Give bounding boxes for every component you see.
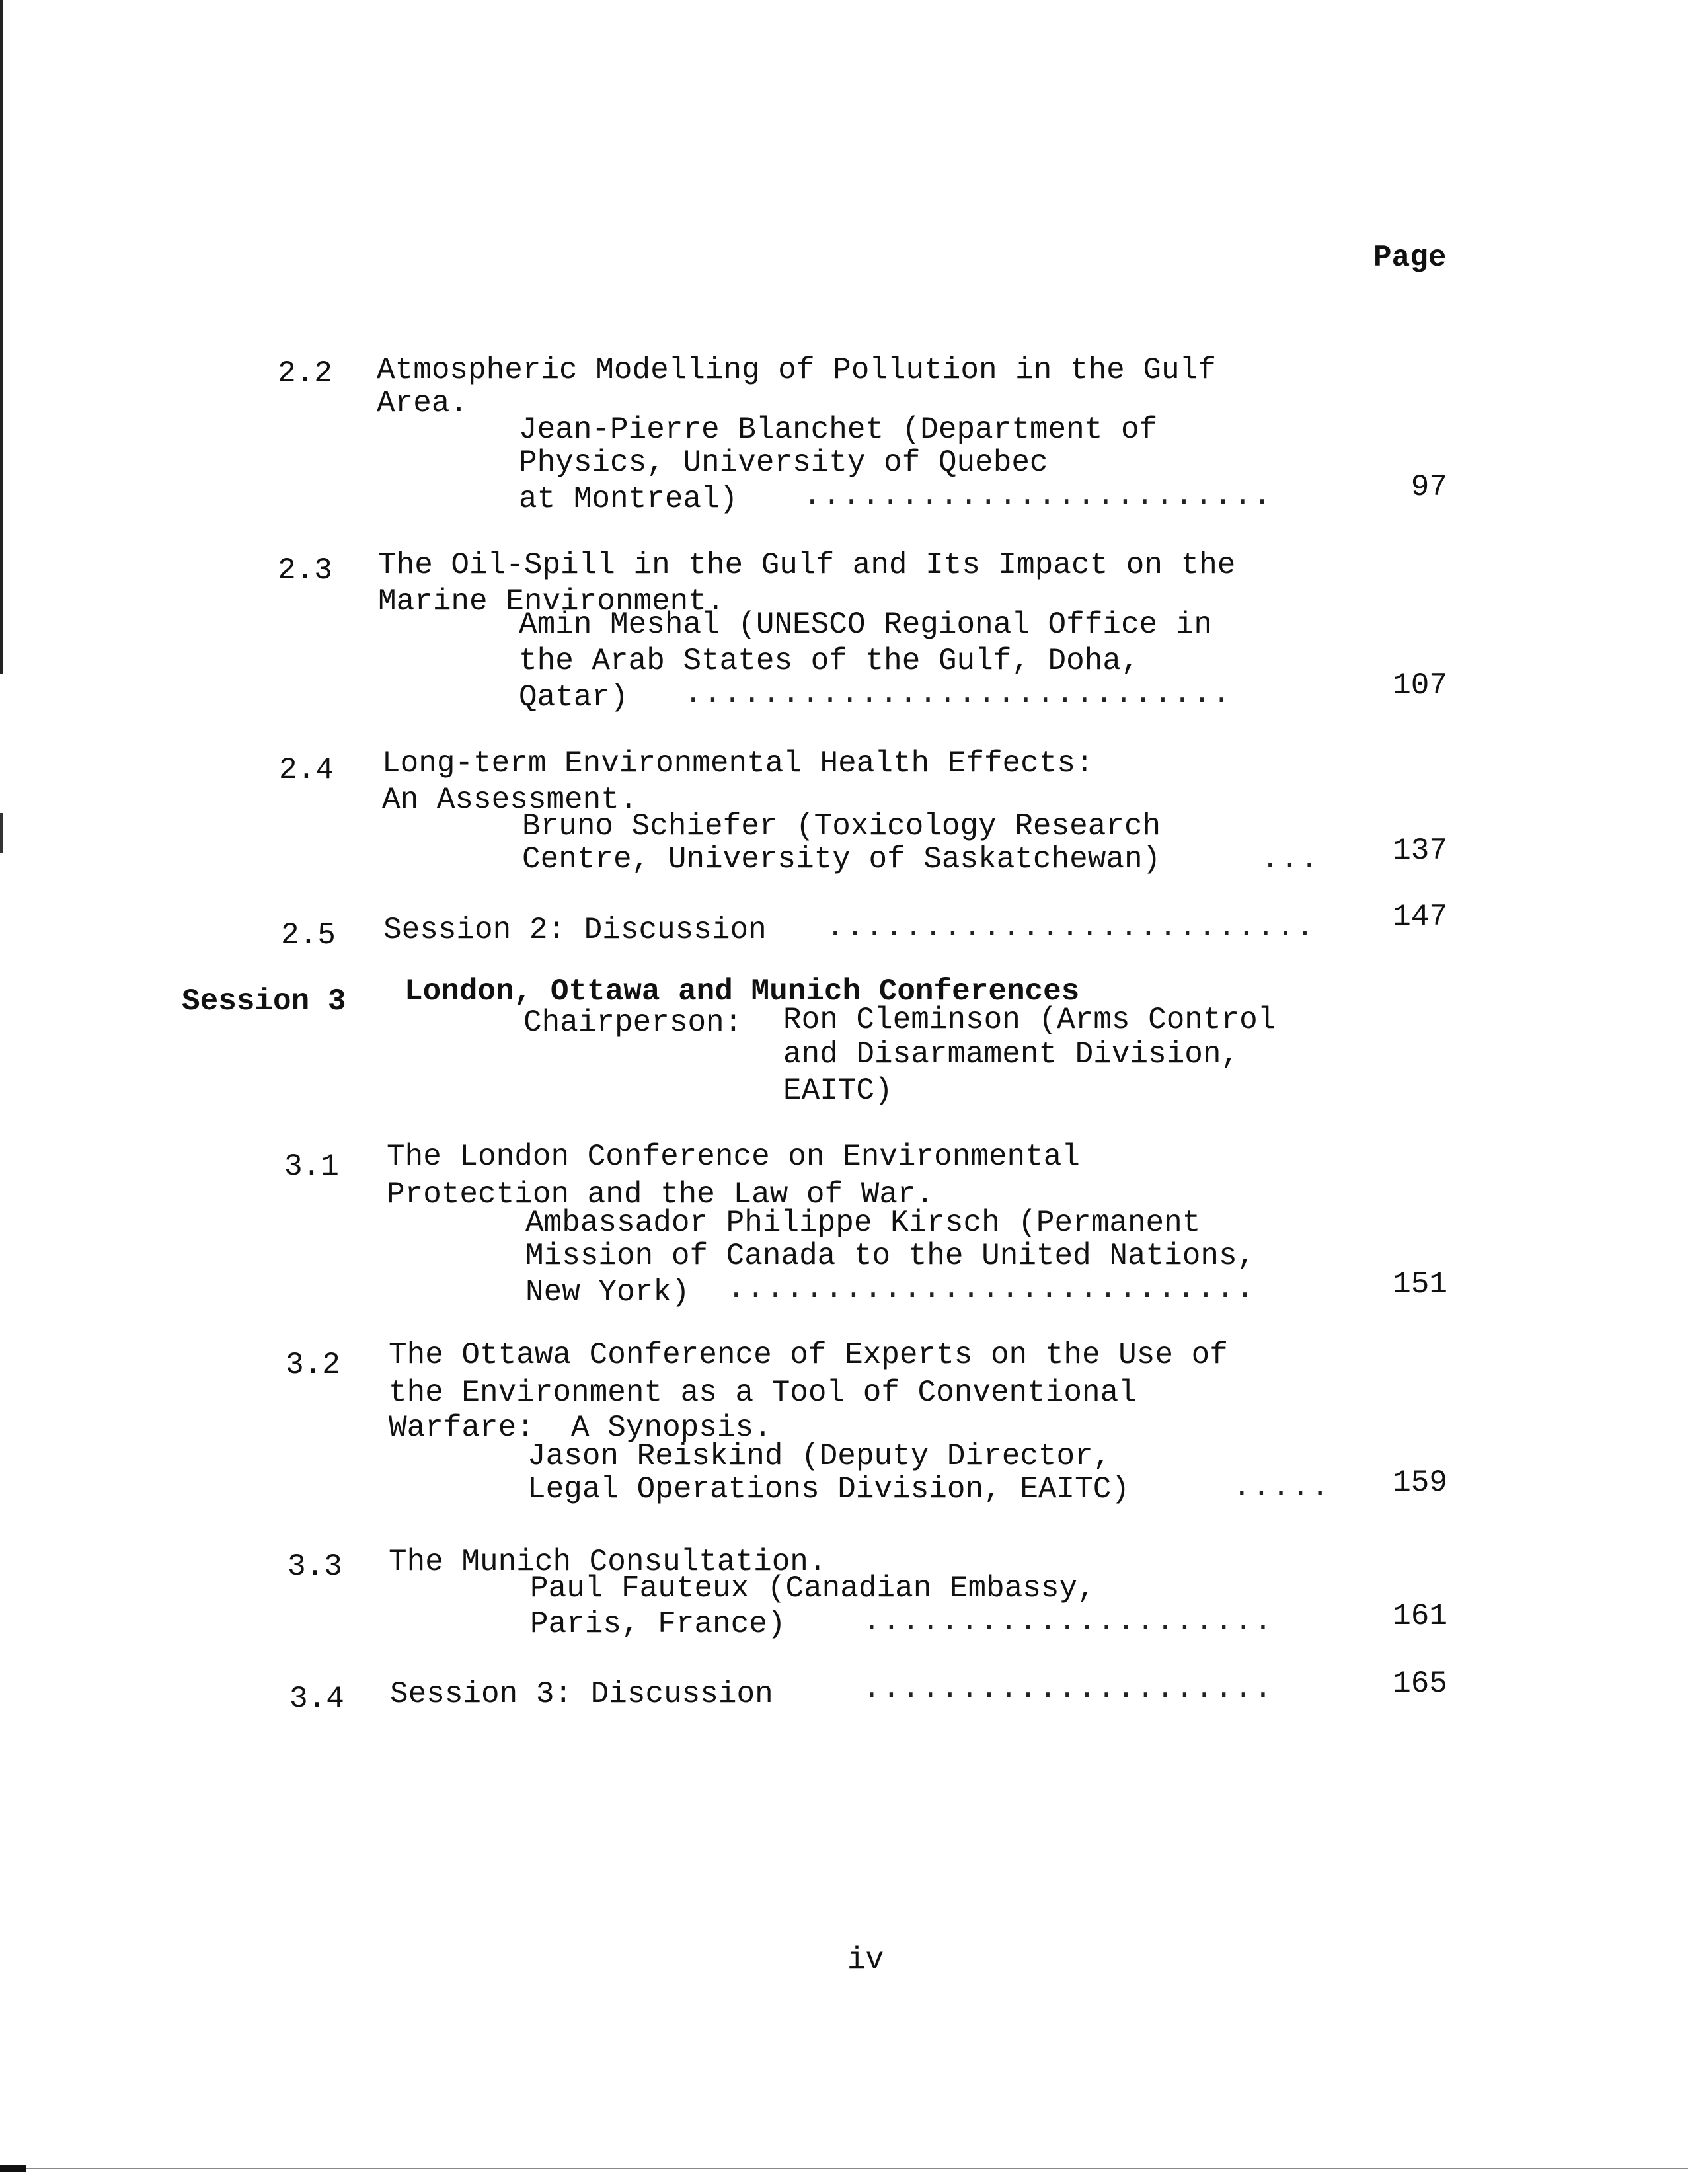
entry-title-line: The Oil-Spill in the Gulf and Its Impact on the bbox=[378, 548, 1236, 582]
entry-author-line: Ambassador Philippe Kirsch (Permanent bbox=[525, 1206, 1201, 1240]
scan-edge-mark bbox=[0, 0, 3, 674]
entry-title-line: The Munich Consultation. bbox=[389, 1545, 827, 1579]
entry-title-line: Marine Environment. bbox=[378, 584, 725, 619]
chairperson-line: Ron Cleminson (Arms Control bbox=[783, 1003, 1276, 1037]
chairperson-line: and Disarmament Division, bbox=[783, 1037, 1240, 1072]
dot-leader: ... bbox=[1261, 842, 1320, 877]
dot-leader: ..................... bbox=[863, 1672, 1274, 1706]
entry-author-line: at Montreal) bbox=[519, 482, 738, 516]
page-number: 161 bbox=[1393, 1599, 1447, 1633]
chairperson-line: EAITC) bbox=[783, 1073, 893, 1108]
dot-leader: ..... bbox=[1233, 1470, 1331, 1504]
entry-author-line: Jason Reiskind (Deputy Director, bbox=[527, 1439, 1112, 1473]
entry-author-line: Legal Operations Division, EAITC) bbox=[527, 1472, 1130, 1506]
page-number: 137 bbox=[1393, 834, 1447, 868]
page-number: 159 bbox=[1393, 1465, 1447, 1500]
dot-leader: ........................... bbox=[727, 1272, 1256, 1306]
entry-number: 3.1 bbox=[284, 1150, 339, 1184]
chairperson-label: Chairperson: bbox=[523, 1005, 743, 1040]
page-column-header: Page bbox=[1373, 241, 1447, 275]
entry-number: 3.4 bbox=[289, 1682, 344, 1716]
entry-number: 2.4 bbox=[279, 753, 334, 787]
session-label: Session 3 bbox=[182, 984, 346, 1019]
entry-author-line: Bruno Schiefer (Toxicology Research bbox=[522, 809, 1161, 843]
page-number: 151 bbox=[1393, 1267, 1447, 1302]
entry-author-line: the Arab States of the Gulf, Doha, bbox=[519, 644, 1139, 678]
entry-author-line: Amin Meshal (UNESCO Regional Office in bbox=[519, 607, 1212, 642]
entry-author-line: Paul Fauteux (Canadian Embassy, bbox=[530, 1571, 1096, 1606]
entry-author-line: Qatar) bbox=[519, 680, 629, 715]
entry-title-line: Warfare: A Synopsis. bbox=[389, 1411, 772, 1445]
entry-title-line: An Assessment. bbox=[382, 783, 638, 817]
entry-author-line: Jean-Pierre Blanchet (Department of bbox=[519, 412, 1158, 447]
entry-author-line: Centre, University of Saskatchewan) bbox=[522, 842, 1161, 877]
entry-title-line: The Ottawa Conference of Experts on the Use of bbox=[389, 1338, 1228, 1372]
entry-title-line: the Environment as a Tool of Conventional bbox=[389, 1376, 1137, 1410]
dot-leader: ............................ bbox=[684, 677, 1232, 711]
entry-title-line: Protection and the Law of War. bbox=[387, 1177, 935, 1212]
entry-title-line: Session 3: Discussion bbox=[390, 1677, 773, 1711]
entry-number: 3.3 bbox=[288, 1549, 342, 1584]
page-number: 97 bbox=[1410, 470, 1447, 504]
page-number: 147 bbox=[1393, 900, 1447, 934]
entry-number: 2.2 bbox=[278, 356, 332, 391]
page-number: 165 bbox=[1393, 1666, 1447, 1701]
footer-page-number: iv bbox=[847, 1943, 884, 1977]
session-title: London, Ottawa and Munich Conferences bbox=[404, 974, 1080, 1009]
entry-title-line: Area. bbox=[377, 386, 469, 420]
scan-bottom-edge bbox=[26, 2168, 1688, 2169]
entry-author-line: Mission of Canada to the United Nations, bbox=[525, 1239, 1256, 1273]
scan-edge-mark bbox=[0, 813, 3, 853]
scan-corner-mark bbox=[0, 2165, 26, 2172]
page-number: 107 bbox=[1393, 668, 1447, 703]
entry-title-line: Session 2: Discussion bbox=[383, 913, 767, 947]
entry-author-line: Physics, University of Quebec bbox=[519, 446, 1048, 480]
entry-number: 3.2 bbox=[286, 1348, 340, 1382]
entry-author-line: Paris, France) bbox=[530, 1607, 786, 1641]
entry-title-line: Long-term Environmental Health Effects: bbox=[382, 746, 1094, 781]
dot-leader: ........................ bbox=[803, 479, 1273, 513]
entry-title-line: Atmospheric Modelling of Pollution in the Gulf bbox=[377, 353, 1216, 387]
dot-leader: ..................... bbox=[863, 1604, 1274, 1639]
entry-number: 2.3 bbox=[278, 553, 332, 588]
entry-title-line: The London Conference on Environmental bbox=[387, 1140, 1080, 1174]
entry-number: 2.5 bbox=[281, 918, 336, 953]
dot-leader: ......................... bbox=[826, 910, 1316, 945]
entry-author-line: New York) bbox=[525, 1275, 690, 1309]
